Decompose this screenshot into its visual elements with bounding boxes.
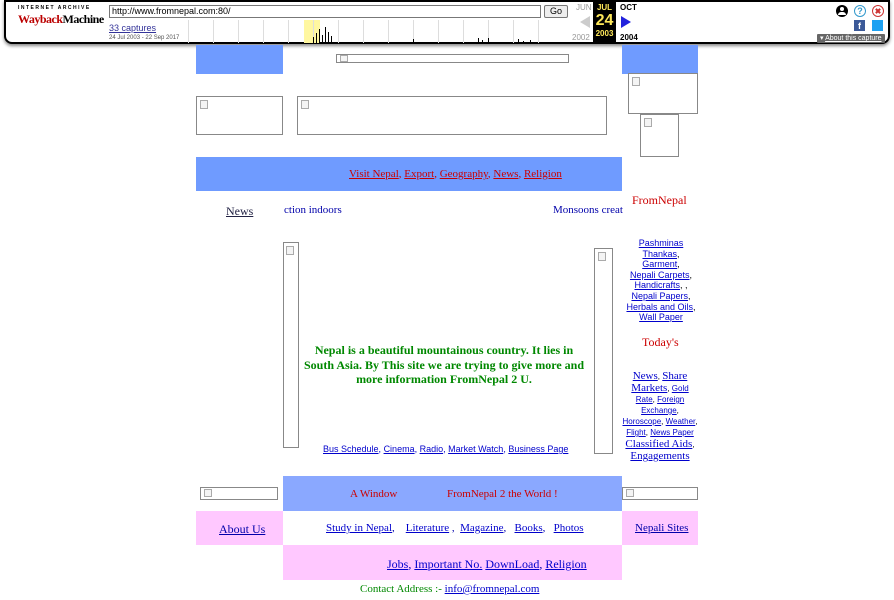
- product-links: Pashminas Thankas, Garment, Nepali Carpets, Handicrafts, , Nepali Papers, Herbals and Oils, Wall Paper: [626, 238, 696, 323]
- sparkline-bar: [530, 40, 531, 43]
- nav-link-export[interactable]: Export: [404, 168, 435, 180]
- todays-links: News, Share Markets, Gold Rate, Foreign Exchange, Horoscope, Weather, Flight, News Paper Classified Aids, Engagements: [622, 370, 698, 462]
- link-nepali-carpets[interactable]: Nepali Carpets: [629, 269, 690, 280]
- top-left-blue-cell: [196, 45, 283, 74]
- contact-line: [360, 583, 539, 595]
- next-month[interactable]: OCT: [620, 3, 637, 12]
- sparkline-bar: [413, 39, 414, 43]
- link-pashminas[interactable]: Pashminas: [638, 238, 684, 248]
- sparkline-year-divider: [288, 20, 289, 43]
- jobs-links: Jobs, Important No. DownLoad, Religion: [387, 557, 587, 571]
- sparkline-bar: [319, 29, 320, 43]
- link-rate[interactable]: Rate: [635, 395, 653, 404]
- nav-links: Visit Nepal, Export, Geography, News, Religion: [349, 168, 562, 180]
- link-share[interactable]: Share: [662, 370, 688, 382]
- sparkline-year-divider: [463, 20, 464, 43]
- link-thankas[interactable]: Thankas: [642, 248, 677, 259]
- link-important-no[interactable]: Important No.: [414, 557, 483, 571]
- link-garment[interactable]: Garment: [642, 259, 678, 270]
- link-news-paper[interactable]: News Paper: [650, 428, 694, 437]
- service-links: Bus Schedule, Cinema, Radio, Market Watch, Business Page: [323, 444, 569, 454]
- link-engagements[interactable]: Engagements: [630, 450, 690, 462]
- captures-link[interactable]: 33 captures: [109, 23, 157, 33]
- current-year: 2003: [595, 29, 614, 38]
- link-handicrafts[interactable]: Handicrafts: [634, 280, 680, 291]
- link-books[interactable]: Books: [514, 522, 543, 534]
- sparkline-bar: [518, 39, 519, 43]
- link-market-watch[interactable]: Market Watch: [448, 444, 504, 454]
- logo-machine: Machine: [62, 12, 104, 26]
- sparkline-year-divider: [338, 20, 339, 43]
- sparkline-bar: [325, 27, 326, 43]
- broken-image-input-right: [622, 487, 698, 500]
- todays-heading: Today's: [642, 335, 679, 349]
- marquee-left: A Window: [350, 488, 398, 500]
- contact-email-link[interactable]: info@fromnepal.com: [444, 583, 540, 595]
- section-links: Study in Nepal, Literature , Magazine, Books, Photos: [326, 522, 584, 534]
- sparkline-year-divider: [538, 20, 539, 43]
- prev-arrow-icon[interactable]: [580, 16, 590, 28]
- link-exchange[interactable]: Exchange: [641, 406, 677, 415]
- logo-main-text: [18, 12, 104, 27]
- broken-image-icon: [286, 246, 294, 255]
- link-radio[interactable]: Radio: [419, 444, 444, 454]
- prev-month[interactable]: JUN: [576, 3, 592, 12]
- link-magazine[interactable]: Magazine: [460, 522, 504, 534]
- next-year[interactable]: 2004: [620, 33, 638, 42]
- nav-link-geography[interactable]: Geography: [439, 168, 488, 180]
- link-flight[interactable]: Flight: [626, 428, 646, 437]
- link-foreign[interactable]: Foreign: [657, 395, 685, 404]
- link-classified-aids[interactable]: Classified Aids: [625, 438, 693, 450]
- marquee-right: FromNepal 2 the World !: [447, 488, 558, 500]
- nav-link-news[interactable]: News: [493, 168, 519, 180]
- wayback-logo[interactable]: [18, 5, 104, 37]
- link-horoscope[interactable]: Horoscope: [622, 417, 662, 426]
- link-markets[interactable]: Markets: [631, 382, 668, 394]
- broken-image-icon: [340, 55, 348, 62]
- sparkline-bar: [478, 38, 479, 43]
- broken-image-banner: [336, 54, 569, 63]
- current-month: JUL: [596, 3, 613, 12]
- sparkline-year-divider: [263, 20, 264, 43]
- sparkline-bar: [313, 37, 314, 43]
- broken-image-side-1: [628, 73, 698, 114]
- sparkline-bar: [523, 41, 524, 43]
- about-capture-button[interactable]: ▾ About this capture: [817, 34, 885, 43]
- about-us-link[interactable]: About Us: [219, 522, 266, 536]
- current-day: 24: [595, 12, 614, 29]
- sparkline-year-divider: [363, 20, 364, 43]
- top-right-blue-cell: [622, 45, 698, 74]
- link-gold[interactable]: Gold: [671, 384, 689, 393]
- intro-text: Nepal is a beautiful mountainous country. It lies in South Asia. By This site we are trying to give more and more information FromNepal 2 U.: [303, 343, 584, 386]
- broken-image-right-column: [594, 248, 613, 454]
- link-weather[interactable]: Weather: [665, 417, 696, 426]
- broken-image-side-2: [640, 114, 679, 157]
- logo-wayback: Wayback: [18, 12, 63, 26]
- link-nepali-papers[interactable]: Nepali Papers: [631, 290, 688, 301]
- logo-top-text: INTERNET ARCHIVE: [18, 5, 91, 11]
- url-input[interactable]: http://www.fromnepal.com:80/: [109, 5, 541, 18]
- capture-sparkline[interactable]: [188, 20, 564, 43]
- sparkline-year-divider: [188, 20, 189, 43]
- sparkline-bar: [322, 35, 323, 43]
- sparkline-year-divider: [238, 20, 239, 43]
- nav-link-religion[interactable]: Religion: [523, 168, 562, 180]
- current-year-highlight: [304, 20, 320, 43]
- broken-image-icon: [301, 100, 309, 109]
- broken-image-icon: [200, 100, 208, 109]
- sparkline-year-divider: [513, 20, 514, 43]
- ticker-left: ction indoors: [284, 204, 342, 216]
- prev-year[interactable]: 2002: [572, 33, 590, 42]
- about-capture-label: About this capture: [825, 35, 882, 42]
- twitter-icon[interactable]: [872, 20, 883, 31]
- link-photos[interactable]: Photos: [553, 522, 584, 534]
- current-capture: [593, 2, 616, 44]
- link-literature[interactable]: Literature: [405, 522, 450, 534]
- broken-image-icon: [632, 77, 640, 86]
- go-button[interactable]: Go: [544, 5, 568, 18]
- nav-link-visit-nepal[interactable]: Visit Nepal: [349, 168, 399, 180]
- link-business-page[interactable]: Business Page: [508, 444, 569, 454]
- link-wall-paper[interactable]: Wall Paper: [639, 312, 683, 323]
- sparkline-bar: [331, 36, 332, 43]
- facebook-icon[interactable]: f: [854, 20, 865, 31]
- broken-image-input-left: [200, 487, 278, 500]
- broken-image-icon: [598, 252, 606, 261]
- close-icon[interactable]: [872, 5, 884, 17]
- broken-image-logo: [196, 96, 283, 135]
- link-religion[interactable]: Religion: [545, 557, 587, 571]
- wayback-toolbar: [4, 0, 890, 44]
- broken-image-icon: [204, 489, 212, 497]
- broken-image-left-column: [283, 242, 299, 448]
- sparkline-bar: [488, 38, 489, 43]
- fromnepal-heading: FromNepal: [632, 193, 687, 207]
- news-link[interactable]: News: [226, 204, 254, 218]
- broken-image-header: [297, 96, 607, 135]
- contact-label: Contact Address :-: [360, 583, 442, 595]
- link-herbals-oils[interactable]: Herbals and Oils: [626, 301, 693, 312]
- ticker-right: Monsoons creat: [553, 204, 623, 216]
- capture-range: 24 Jul 2003 - 22 Sep 2017: [109, 35, 180, 41]
- capture-calendar: [566, 2, 650, 44]
- sparkline-year-divider: [213, 20, 214, 43]
- user-icon[interactable]: [836, 5, 848, 17]
- broken-image-icon: [626, 489, 634, 497]
- broken-image-icon: [644, 118, 652, 127]
- sparkline-bar: [316, 33, 317, 43]
- link-download[interactable]: DownLoad: [485, 557, 540, 571]
- nepali-sites-link[interactable]: Nepali Sites: [635, 522, 689, 534]
- sparkline-bar: [328, 32, 329, 43]
- link-study-in-nepal[interactable]: Study in Nepal: [326, 522, 392, 534]
- link-jobs[interactable]: Jobs: [387, 557, 409, 571]
- link-news[interactable]: News: [632, 370, 658, 382]
- sparkline-bar: [482, 40, 483, 43]
- sparkline-year-divider: [388, 20, 389, 43]
- help-icon[interactable]: ?: [854, 5, 866, 17]
- link-bus-schedule[interactable]: Bus Schedule: [323, 444, 379, 454]
- link-cinema[interactable]: Cinema: [383, 444, 415, 454]
- next-arrow-icon[interactable]: [621, 16, 631, 28]
- sparkline-year-divider: [438, 20, 439, 43]
